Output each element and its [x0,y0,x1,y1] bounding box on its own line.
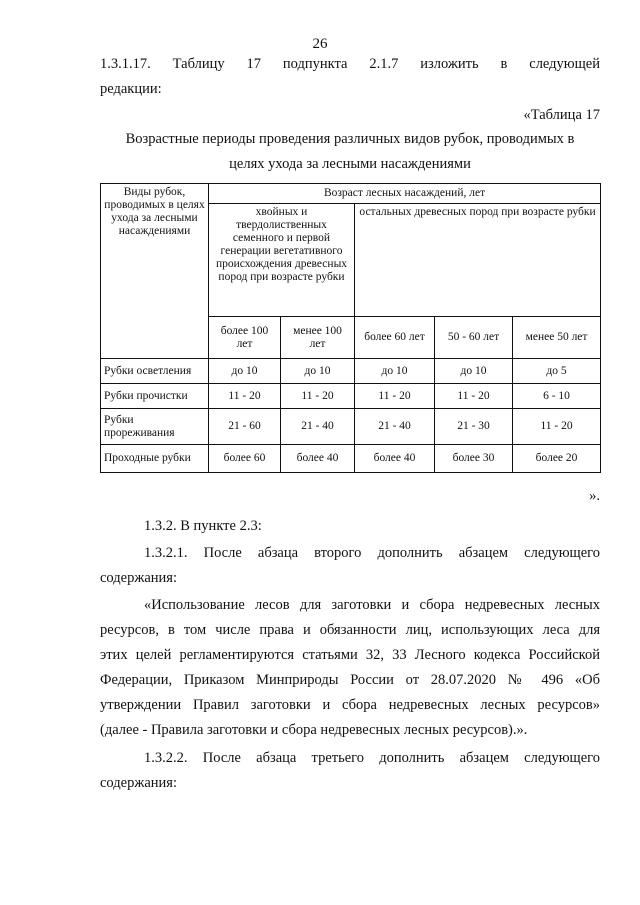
subheader: более 100 лет [209,317,281,359]
quote-line2: ресурсов, в том числе права и обязанности лиц, использующих леса для [100,622,600,638]
item-1-3-1-17-line2: редакции: [100,81,162,97]
quote-line3: этих целей регламентируются статьями 32, 33 Лесного кодекса Российской [100,647,600,663]
cell: 11 - 20 [355,384,435,409]
table-row [101,445,601,473]
cell: 21 - 40 [355,409,435,445]
cell: более 60 [209,445,281,473]
cell: до 10 [355,359,435,384]
cell: более 20 [513,445,601,473]
cell: 11 - 20 [513,409,601,445]
cell: 11 - 20 [281,384,355,409]
quote-line6: (далее - Правила заготовки и сбора недревесных лесных ресурсов).». [100,722,528,738]
item-1-3-2-2-line2: содержания: [100,775,178,791]
table-row [101,384,601,409]
table-label: «Таблица 17 [523,107,600,123]
cell: 11 - 20 [435,384,513,409]
age-periods-table [100,183,601,473]
row-name: Рубки прочистки [101,384,209,409]
item-1-3-2-2-line1: 1.3.2.2. После абзаца третьего дополнить абзацем следующего [144,750,600,766]
table-close-quote: ». [589,488,600,504]
table-title-line1: Возрастные периоды проведения различных видов рубок, проводимых в [125,131,575,147]
quote-line1: «Использование лесов для заготовки и сбора недревесных лесных [144,597,600,613]
table-title-line2: целях ухода за лесными насаждениями [229,156,471,172]
row-name: Рубки осветления [101,359,209,384]
cell: более 30 [435,445,513,473]
subheader: менее 100 лет [281,317,355,359]
cell: 21 - 30 [435,409,513,445]
cell: 6 - 10 [513,384,601,409]
cell: 21 - 60 [209,409,281,445]
subheader: менее 50 лет [513,317,601,359]
cell: до 10 [209,359,281,384]
cell: до 10 [435,359,513,384]
cell: более 40 [281,445,355,473]
subheader: 50 - 60 лет [435,317,513,359]
cell: 11 - 20 [209,384,281,409]
table-row [101,359,601,384]
cell: до 10 [281,359,355,384]
table-row [101,409,601,445]
item-1-3-2-1-line1: 1.3.2.1. После абзаца второго дополнить абзацем следующего [144,545,600,561]
cell: более 40 [355,445,435,473]
subheader: более 60 лет [355,317,435,359]
header-group-other: остальных древесных пород при возрасте рубки [355,204,601,317]
header-stand-age: Возраст лесных насаждений, лет [209,184,601,204]
header-group-conifer: хвойных и твердолиственных семенного и первой генерации вегетативного происхождения древесных пород при возрасте рубки [209,204,355,317]
header-cutting-types: Виды рубок, проводимых в целях ухода за лесными насаждениями [101,184,209,359]
quote-line5: утверждении Правил заготовки и сбора недревесных лесных ресурсов» [100,697,600,713]
row-name: Рубки прореживания [101,409,209,445]
item-1-3-1-17-line1: 1.3.1.17. Таблицу 17 подпункта 2.1.7 изложить в следующей [100,56,600,72]
row-name: Проходные рубки [101,445,209,473]
cell: 21 - 40 [281,409,355,445]
cell: до 5 [513,359,601,384]
item-1-3-2: 1.3.2. В пункте 2.3: [144,518,262,534]
item-1-3-2-1-line2: содержания: [100,570,178,586]
quote-line4: Федерации, Приказом Минприроды России от 28.07.2020 № 496 «Об [100,672,600,688]
page-number: 26 [312,36,328,52]
